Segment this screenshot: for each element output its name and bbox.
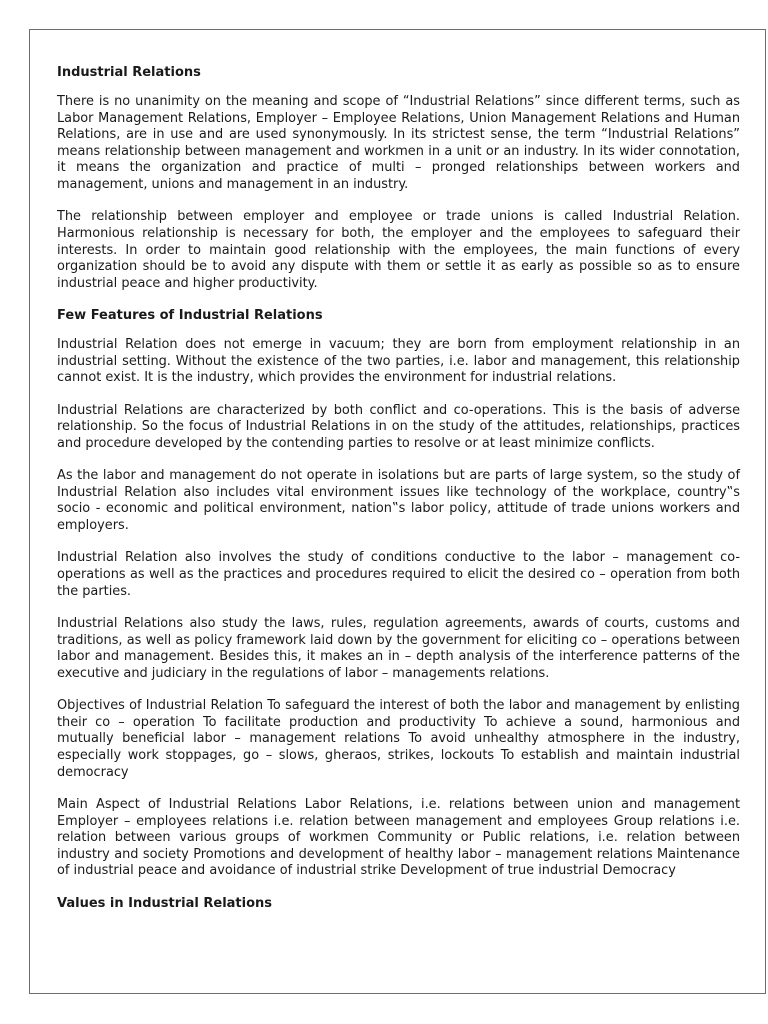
paragraph-feature-conditions: Industrial Relation also involves the study of conditions conductive to the labor – management co-operations as well as the practices and procedures required to elicit the desired co – operation from both the parties. (57, 550, 740, 599)
paragraph-feature-laws: Industrial Relations also study the laws, rules, regulation agreements, awards of courts, customs and traditions, as well as policy framework laid down by the government for eliciting co – operations between labor and management. Besides this, it makes an in – depth analysis of the interference patterns of the executive and judiciary in the regulations of labor – managements relations. (57, 616, 740, 681)
paragraph-feature-environment: As the labor and management do not operate in isolations but are parts of large system, so the study of Industrial Relation also includes vital environment issues like technology of the workplace, country‟s socio - economic and political environment, nation‟s labor policy, attitude of trade unions workers and employers. (57, 468, 740, 534)
paragraph-feature-conflict: Industrial Relations are characterized by both conflict and co-operations. This is the basis of adverse relationship. So the focus of Industrial Relations in on the study of the attitudes, relationships, practices and procedure developed by the contending parties to resolve or at least minimize conflicts. (57, 402, 740, 451)
paragraph-relationship-definition: The relationship between employer and employee or trade unions is called Industrial Relation. Harmonious relationship is necessary for both, the employer and the employees to safeguard their interests. In order to maintain good relationship with the employees, the main functions of every organization should be to avoid any dispute with them or settle it as early as possible so as to ensure industrial peace and higher productivity. (57, 209, 740, 291)
document-page (29, 29, 766, 994)
paragraph-feature-vacuum: Industrial Relation does not emerge in vacuum; they are born from employment relationship in an industrial setting. Without the existence of the two parties, i.e. labor and management, this relationship cannot exist. It is the industry, which provides the environment for industrial relations. (57, 337, 740, 386)
heading-industrial-relations: Industrial Relations (57, 65, 201, 80)
heading-features: Few Features of Industrial Relations (57, 308, 323, 324)
paragraph-main-aspects: Main Aspect of Industrial Relations Labor Relations, i.e. relations between union and management Employer – employees relations i.e. relation between management and employees Group relations i.e. relation between various groups of workmen Community or Public relations, i.e. relation between industry and society Promotions and development of healthy labor – management relations Maintenance of industrial peace and avoidance of industrial strike Development of true industrial Democracy (57, 796, 740, 879)
heading-values: Values in Industrial Relations (57, 895, 273, 911)
paragraph-objectives: Objectives of Industrial Relation To safeguard the interest of both the labor and management by enlisting their co – operation To facilitate production and productivity To achieve a sound, harmonious and mutually beneficial labor – management relations To avoid unhealthy atmosphere in the industry, especially work stoppages, go – slows, gheraos, strikes, lockouts To establish and maintain industrial democracy (57, 698, 740, 780)
document-body (57, 65, 740, 925)
paragraph-meaning-scope: There is no unanimity on the meaning and scope of “Industrial Relations” since different terms, such as Labor Management Relations, Employer – Employee Relations, Union Management Relations and Human Relations, are in use and are used synonymously. In its strictest sense, the term “Industrial Relations” means relationship between management and workmen in a unit or an industry. In its wider connotation, it means the organization and practice of multi – pronged relationships between workers and management, unions and management in an industry. (57, 94, 740, 192)
